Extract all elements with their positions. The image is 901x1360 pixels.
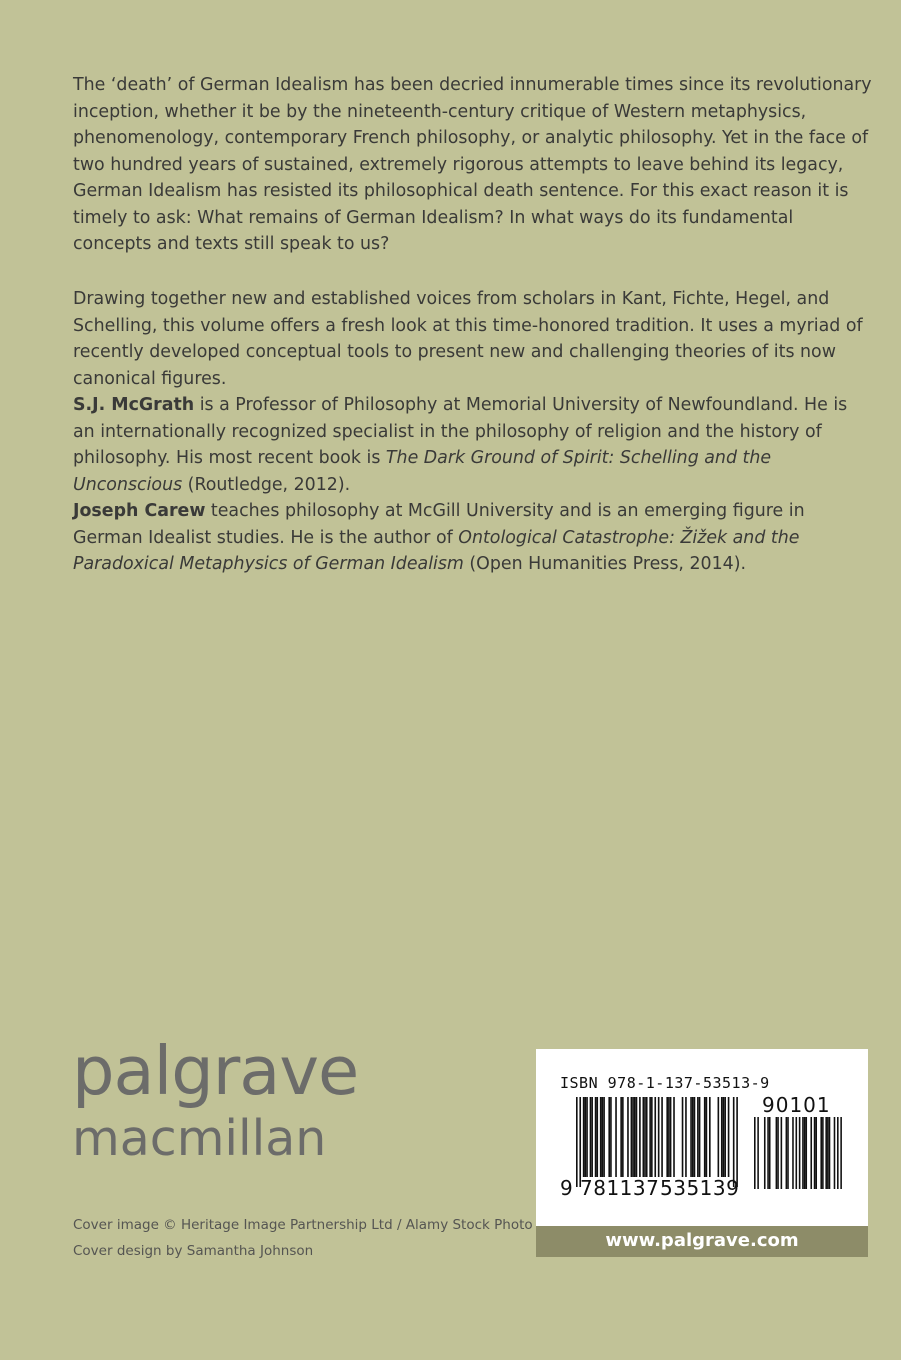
- barcode-bar: [767, 1117, 769, 1189]
- cover-image-credit: Cover image © Heritage Image Partnership Ltd / Alamy Stock Photo: [73, 1217, 533, 1233]
- barcode-bar: [670, 1097, 672, 1177]
- barcode-bar: [825, 1117, 827, 1189]
- blurb-paragraph-1: [73, 72, 873, 258]
- barcode-bar: [632, 1097, 634, 1177]
- author-name: Joseph Carew: [73, 501, 206, 521]
- author-bio-text: teaches philosophy at McGill University and is an emerging figure in German Idealist studies. He is the author of: [73, 501, 805, 548]
- barcode-bar: [644, 1097, 646, 1177]
- barcode-bar: [627, 1097, 629, 1177]
- book-title: The Dark Ground of Spirit: Schelling and the Unconscious: [73, 448, 772, 495]
- barcode-bar: [769, 1117, 771, 1189]
- barcode-bar: [827, 1117, 829, 1189]
- book-title: Ontological Catastrophe: Žižek and the Paradoxical Metaphysics of German Idealism: [73, 527, 800, 574]
- barcode-bar: [651, 1097, 653, 1177]
- barcode-bar: [786, 1117, 788, 1189]
- barcode-bar: [620, 1097, 622, 1177]
- barcode-bar: [579, 1097, 581, 1187]
- publisher-logo-macmillan: macmillan: [72, 1110, 327, 1167]
- barcode-bar: [820, 1117, 822, 1189]
- barcode-bar: [634, 1097, 636, 1177]
- barcode-bar: [654, 1097, 656, 1177]
- barcode-bar: [646, 1097, 648, 1177]
- isbn-barcode-box: [536, 1049, 868, 1226]
- barcode-bar: [787, 1117, 789, 1189]
- barcode-bar: [608, 1097, 610, 1177]
- barcode-bar: [649, 1097, 651, 1177]
- barcode-bar: [603, 1097, 605, 1177]
- barcode-graphic: [536, 1049, 868, 1226]
- barcode-bar: [802, 1117, 804, 1189]
- barcode-bar: [837, 1117, 839, 1189]
- barcode-bar: [639, 1097, 641, 1177]
- barcode-bar: [840, 1117, 842, 1189]
- barcode-bar: [591, 1097, 593, 1177]
- barcode-bar: [595, 1097, 597, 1177]
- barcode-bar: [777, 1117, 779, 1189]
- blurb-text-1: The ‘death’ of German Idealism has been decried innumerable times since its revolutionary inception, whether it be by the nineteenth-century critique of Western metaphysics, phenomenology, contemporary French philosophy, or analytic philosophy. Yet in the face of two hundred years of sustained, extremely rigorous attempts to leave behind its legacy, German Idealism has resisted its philosophical death sentence. For this exact reason it is timely to ask: What remains of German Idealism? In what ways do its fundamental concepts and texts still speak to us?: [73, 75, 872, 254]
- barcode-bar: [723, 1097, 725, 1177]
- barcode-bar: [576, 1097, 578, 1187]
- barcode-bar: [804, 1117, 806, 1189]
- barcode-bar: [728, 1097, 730, 1177]
- barcode-bar: [643, 1097, 645, 1177]
- isbn-label: ISBN 978-1-137-53513-9: [560, 1074, 770, 1092]
- barcode-bar: [814, 1117, 816, 1189]
- barcode-bar: [781, 1117, 783, 1189]
- barcode-bar: [829, 1117, 831, 1189]
- barcode-bar: [805, 1117, 807, 1189]
- barcode-bar: [596, 1097, 598, 1177]
- barcode-first-digit: 9: [560, 1176, 573, 1200]
- barcode-bar: [776, 1117, 778, 1189]
- barcode-bar: [600, 1097, 602, 1177]
- barcode-bar: [815, 1117, 817, 1189]
- barcode-bar: [834, 1117, 836, 1189]
- publisher-logo-palgrave: palgrave: [72, 1032, 359, 1110]
- barcode-bar: [615, 1097, 617, 1177]
- author-bio-mcgrath: [73, 392, 873, 498]
- barcode-digit-group-2: 535139: [660, 1176, 740, 1200]
- barcode-bar: [709, 1097, 711, 1177]
- barcode-bar: [721, 1097, 723, 1177]
- barcode-bar: [692, 1097, 694, 1177]
- barcode-bar: [586, 1097, 588, 1177]
- barcode-bar: [602, 1097, 604, 1177]
- barcode-bar: [661, 1097, 663, 1177]
- barcode-bar: [585, 1097, 587, 1177]
- barcode-bar: [724, 1097, 726, 1177]
- barcode-bar: [690, 1097, 692, 1177]
- author-name: S.J. McGrath: [73, 395, 195, 415]
- barcode-bar: [699, 1097, 701, 1177]
- barcode-bar: [694, 1097, 696, 1177]
- barcode-bar: [792, 1117, 794, 1189]
- barcode-bar: [757, 1117, 759, 1189]
- barcode-bar: [718, 1097, 720, 1177]
- barcode-bar: [631, 1097, 633, 1177]
- barcode-bar: [704, 1097, 706, 1177]
- cover-credits: [73, 1212, 533, 1264]
- barcode-bar: [706, 1097, 708, 1177]
- barcode-bar: [810, 1117, 812, 1189]
- barcode-bar: [796, 1117, 798, 1189]
- barcode-bar: [610, 1097, 612, 1177]
- barcode-bars-main: [576, 1097, 738, 1187]
- blurb-text-2: Drawing together new and established voices from scholars in Kant, Fichte, Hegel, and Schelling, this volume offers a fresh look at this time-honored tradition. It uses a myriad of recently developed conceptual tools to present new and challenging theories of its now canonical figures.: [73, 289, 863, 389]
- barcode-bar: [658, 1097, 660, 1177]
- barcode-bar: [590, 1097, 592, 1177]
- barcode-bar: [822, 1117, 824, 1189]
- barcode-bar: [666, 1097, 668, 1177]
- author-bio-text: (Routledge, 2012).: [182, 474, 351, 495]
- barcode-addon-digits: 90101: [762, 1093, 831, 1117]
- author-bio-text: is a Professor of Philosophy at Memorial University of Newfoundland. He is an internationally recognized specialist in the philosophy of religion and the history of philosophy. His most recent book is: [73, 395, 848, 468]
- barcode-bar: [799, 1117, 801, 1189]
- blurb-paragraph-2: [73, 286, 873, 392]
- barcode-bar: [583, 1097, 585, 1177]
- barcode-bar: [682, 1097, 684, 1177]
- barcode-digit-group-1: 781137: [580, 1176, 660, 1200]
- barcode-bar: [636, 1097, 638, 1177]
- barcode-bar: [764, 1117, 766, 1189]
- author-bio-carew: [73, 498, 873, 578]
- barcode-bar: [697, 1097, 699, 1177]
- barcode-bar: [685, 1097, 687, 1177]
- barcode-bar: [736, 1097, 738, 1187]
- barcode-bar: [622, 1097, 624, 1177]
- publisher-website[interactable]: www.palgrave.com: [536, 1226, 868, 1257]
- barcode-bar: [754, 1117, 756, 1189]
- barcode-bar: [733, 1097, 735, 1187]
- barcode-bars-addon: [754, 1117, 842, 1189]
- barcode-bar: [668, 1097, 670, 1177]
- author-bio-text: (Open Humanities Press, 2014).: [463, 554, 747, 574]
- cover-design-credit: Cover design by Samantha Johnson: [73, 1243, 314, 1259]
- barcode-bar: [673, 1097, 675, 1177]
